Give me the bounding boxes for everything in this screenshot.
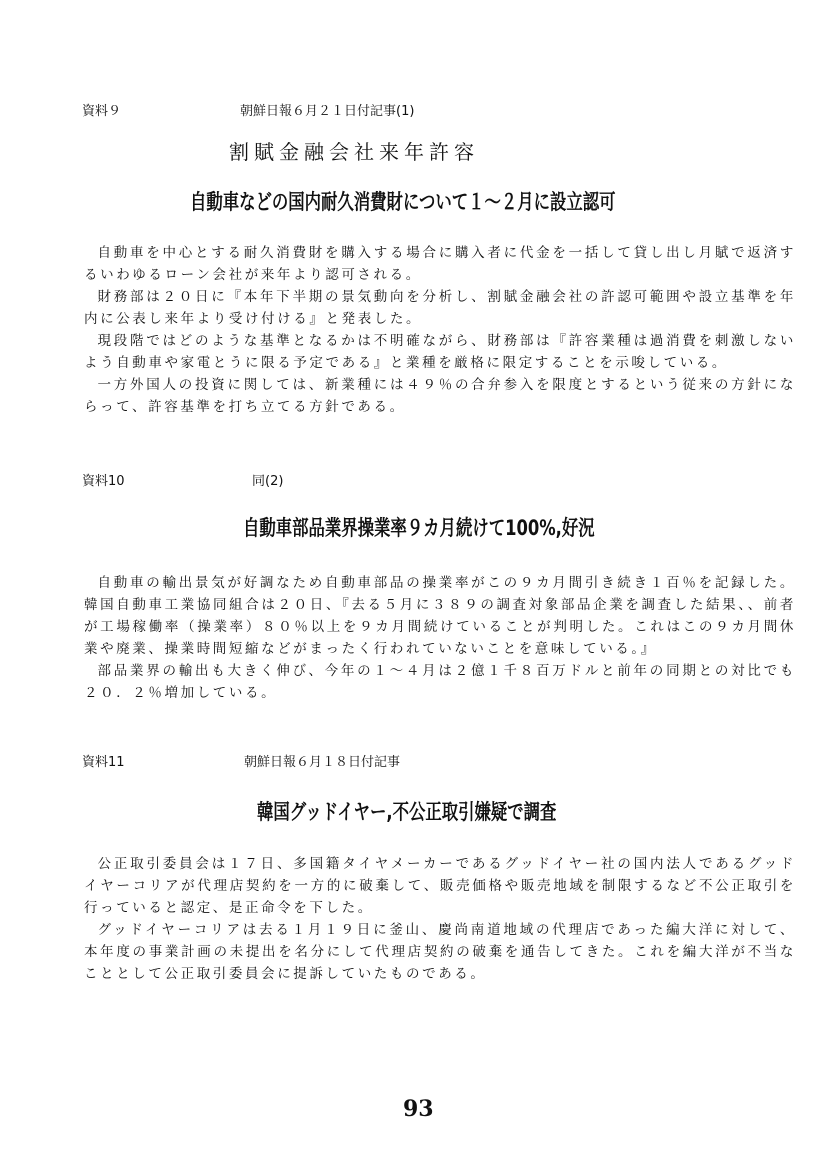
article-1-body <box>84 242 796 418</box>
article-2-source: 同(2) <box>252 474 284 489</box>
article-3-label: 資料11 <box>82 755 125 770</box>
article-3-body <box>84 853 796 985</box>
article-1-paragraph: 一方外国人の投資に関しては、新業種には４９％の合弁参入を限度とするという従来の方針にならって、許容基準を打ち立てる方針である。 <box>84 377 796 415</box>
article-1-label: 資料９ <box>82 104 122 119</box>
article-1-paragraph: 財務部は２０日に『本年下半期の景気動向を分析し、割賦金融会社の許認可範囲や設立基準を年内に公表し来年より受け付ける』と発表した。 <box>84 289 796 327</box>
article-3-headline: 韓国グッドイヤー,不公正取引嫌疑で調査 <box>257 800 557 824</box>
article-3-source: 朝鮮日報６月１８日付記事 <box>244 755 401 770</box>
page-number: 93 <box>403 1096 434 1122</box>
article-2-label: 資料10 <box>82 474 125 489</box>
article-3-paragraph: グッドイヤーコリアは去る１月１９日に釜山、慶尚南道地域の代理店であった編大洋に対して、本年度の事業計画の未提出を名分にして代理店契約の破棄を通告してきた。これを編大洋が不当なこととして公正取引委員会に提訴していたものである。 <box>84 922 796 982</box>
article-1-paragraph: 自動車を中心とする耐久消費財を購入する場合に購入者に代金を一括して貸し出し月賦で返済するいわゆるローン会社が来年より認可される。 <box>84 245 796 283</box>
article-2-body <box>84 572 796 704</box>
article-2-headline: 自動車部品業界操業率９カ月続けて100%,好況 <box>243 516 595 540</box>
article-1-source: 朝鮮日報６月２１日付記事(1) <box>240 104 415 119</box>
article-1-headline: 自動車などの国内耐久消費財について１～２月に設立認可 <box>190 190 616 214</box>
article-2-paragraph: 部品業界の輸出も大きく伸び、今年の１～４月は２億１千８百万ドルと前年の同期との対比でも２０．２％増加している。 <box>84 663 796 701</box>
article-2-paragraph: 自動車の輸出景気が好調なため自動車部品の操業率がこの９カ月間引き続き１百％を記録した。韓国自動車工業協同組合は２０日、『去る５月に３８９の調査対象部品企業を調査した結果、、前者が工場稼働率（操業率）８０％以上を９カ月間続けていることが判明した。これはこの９カ月間休業や廃業、操業時間短縮などがまったく行われていないことを意味している。』 <box>84 575 796 657</box>
article-1-kicker: 割賦金融会社来年許容 <box>229 140 479 164</box>
article-3-paragraph: 公正取引委員会は１７日、多国籍タイヤメーカーであるグッドイヤー社の国内法人であるグッドイヤーコリアが代理店契約を一方的に破棄して、販売価格や販売地域を制限するなど不公正取引を行っていると認定、是正命令を下した。 <box>84 856 796 916</box>
article-1-paragraph: 現段階ではどのような基準となるかは不明確ながら、財務部は『許容業種は過消費を刺激しないよう自動車や家電とうに限る予定である』と業種を厳格に限定することを示唆している。 <box>84 333 796 371</box>
